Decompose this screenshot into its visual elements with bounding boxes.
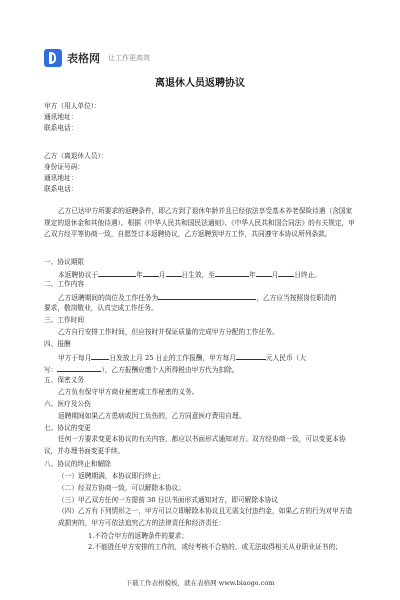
section-8-item-2: （二）经双方协商一致，可以解除本协议；: [58, 484, 186, 492]
section-8-item-1: （一）返聘期满，本协议即行终止；: [58, 472, 165, 480]
payday-blank[interactable]: [91, 352, 109, 360]
section-4-text-2: 写： ），乙方报酬应缴个人所得税由甲方代为扣除。: [44, 366, 239, 374]
start-month-blank[interactable]: [143, 269, 159, 277]
salary-amount-blank[interactable]: [236, 352, 266, 360]
start-day-blank[interactable]: [166, 269, 182, 277]
section-5-text: 乙方负有保守甲方商业秘密或工作秘密的义务。: [58, 388, 199, 396]
brand-tagline: 让工作更高效: [108, 55, 150, 62]
section-6-heading: 六、医疗及公伤: [44, 400, 91, 408]
section-2-text-2: 要求，敬岗敬业，认真完成工作任务。: [44, 304, 158, 312]
section-8-item-4: （四）乙方有下列情形之一，甲方可以立即解除本协议且无需支付违约金，如果乙方的行为对甲方造成损害的，甲方可依法追究乙方的法律责任和经济责任：: [58, 507, 353, 527]
end-day-blank[interactable]: [278, 269, 294, 277]
party-a-name: 甲方（用人单位）：: [44, 102, 101, 110]
end-month-blank[interactable]: [256, 269, 272, 277]
section-8-sub-1: 1.不符合甲方的返聘条件的要求；: [88, 532, 189, 540]
position-blank[interactable]: [158, 292, 256, 300]
party-b-address: 通讯地址：: [44, 174, 78, 182]
preamble-paragraph: 乙方已达甲方所要求的返聘条件，即乙方到了退休年龄并且已经依法享受基本养老保险待遇（含国家规定的退休金和其他待遇）。根据《中华人民共和国民法通则》、《中华人民共和国合同法》的有关规定，甲乙双方经平等协商一致，自愿签订本返聘协议，乙方返聘到甲方工作，共同遵守本协议所列条款。: [44, 207, 355, 238]
section-1-text: 本返聘协议于 年 月 日生效，至 年 月 日终止。: [58, 271, 322, 279]
section-2-text: 乙方返聘期间的岗位及工作任务为 ，乙方应当按照岗位职责的: [58, 294, 337, 302]
section-4-heading: 四、报酬: [44, 340, 71, 348]
section-6-text: 返聘期间如果乙方患病或因工负伤的，乙方同意医疗费用自理。: [58, 412, 246, 420]
start-year-blank[interactable]: [98, 269, 136, 277]
section-1-heading: 一、协议期限: [44, 258, 85, 266]
section-8-heading: 八、协议的终止和解除: [44, 460, 111, 468]
section-8-sub-2: 2.不能胜任甲方安排的工作的，或经考核不合格的，或无法取得相关从业职业证书的；: [88, 543, 342, 551]
brand-logo[interactable]: [44, 49, 150, 67]
section-7-text: 任何一方要求变更本协议的有关内容，都应以书面形式通知对方。双方经协商一致，可以变更本协议，并办理书面变更手续。: [44, 435, 346, 455]
brand-name: 表格网: [67, 53, 100, 65]
page-footer: 下载工作表格模板，就在表格网 www.biaoge.com: [125, 579, 275, 587]
document-title: 离退休人员返聘协议: [155, 78, 245, 89]
section-7-heading: 七、协议的变更: [44, 424, 91, 432]
party-b-name: 乙方（离退休人员）：: [44, 152, 108, 160]
section-8-item-3: （三）甲乙双方任何一方提前 30 日以书面形式通知对方，即可解除本协议: [58, 496, 279, 504]
biaoge-logo-icon: [44, 49, 62, 67]
section-2-heading: 二、工作内容: [44, 280, 85, 288]
section-4-text: 甲方于每月 日发放上月 25 日止的工作报酬，甲方每月 元人民币（大: [58, 354, 307, 362]
salary-capital-blank[interactable]: [57, 364, 101, 372]
party-a-address: 通讯地址：: [44, 113, 78, 121]
party-b-phone: 联系电话：: [44, 185, 78, 193]
section-3-text: 乙方自行安排工作时间，但应按时并保证质量的完成甲方分配的工作任务。: [58, 328, 279, 336]
party-b-id: 身份证号码：: [44, 163, 85, 171]
end-year-blank[interactable]: [215, 269, 249, 277]
party-a-phone: 联系电话：: [44, 124, 78, 132]
section-3-heading: 三、工作时间: [44, 316, 85, 324]
section-5-heading: 五、保密义务: [44, 376, 85, 384]
